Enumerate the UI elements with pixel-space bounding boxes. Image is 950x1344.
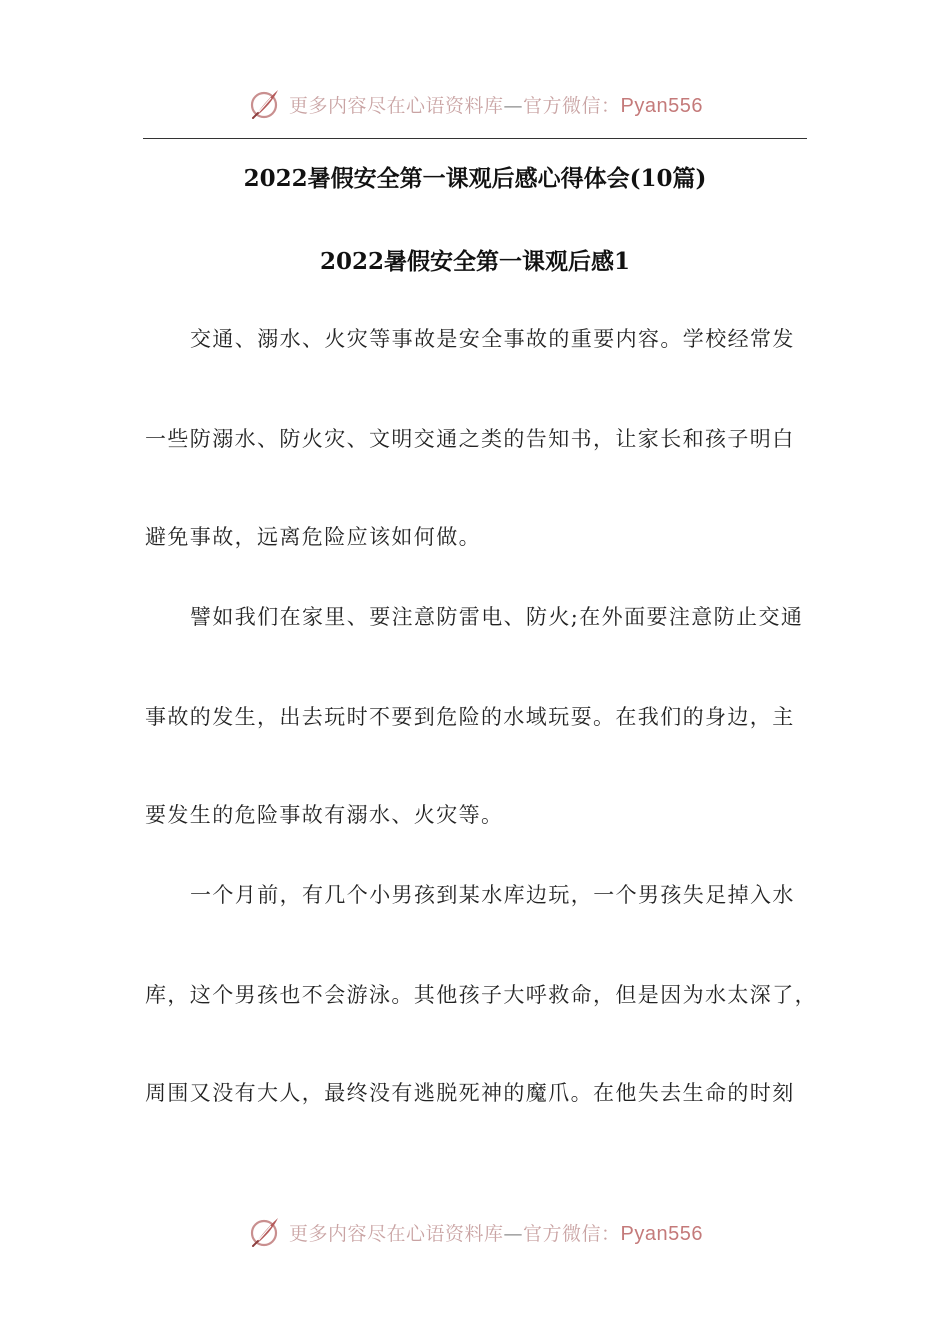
paragraph-line: 譬如我们在家里、要注意防雷电、防火;在外面要注意防止交通 <box>190 605 804 629</box>
header-banner-text <box>289 91 703 118</box>
paragraph-line: 交通、溺水、火灾等事故是安全事故的重要内容。学校经常发 <box>190 327 795 351</box>
header-divider <box>143 138 807 139</box>
footer-text-main: 更多内容尽在心语资料库 <box>289 1222 504 1245</box>
paragraph-line: 避免事故，远离危险应该如何做。 <box>145 525 481 549</box>
paragraph-line: 一些防溺水、防火灾、文明交通之类的告知书，让家长和孩子明白 <box>145 427 795 451</box>
quill-pen-logo-icon <box>247 1214 283 1250</box>
header-wechat-id: Pyan556 <box>620 94 703 117</box>
document-title: 2022暑假安全第一课观后感心得体会(10篇) <box>243 165 707 192</box>
footer-banner-text <box>289 1219 703 1246</box>
footer-wechat-id: Pyan556 <box>620 1222 703 1245</box>
section-title: 2022暑假安全第一课观后感1 <box>319 248 631 275</box>
footer-banner <box>0 1210 950 1254</box>
header-text-official: 官方微信： <box>523 94 621 117</box>
paragraph-line: 要发生的危险事故有溺水、火灾等。 <box>145 803 504 827</box>
paragraph-line: 库，这个男孩也不会游泳。其他孩子大呼救命，但是因为水太深了， <box>145 983 817 1007</box>
paragraph-line: 事故的发生，出去玩时不要到危险的水域玩耍。在我们的身边，主 <box>145 705 795 729</box>
header-banner <box>0 82 950 126</box>
paragraph-line: 周围又没有大人，最终没有逃脱死神的魔爪。在他失去生命的时刻 <box>145 1081 795 1105</box>
footer-text-separator: — <box>503 1222 524 1245</box>
quill-pen-logo-icon <box>247 86 283 122</box>
header-text-separator: — <box>503 94 524 117</box>
paragraph-line: 一个月前，有几个小男孩到某水库边玩，一个男孩失足掉入水 <box>190 883 795 907</box>
footer-text-official: 官方微信： <box>523 1222 621 1245</box>
header-text-main: 更多内容尽在心语资料库 <box>289 94 504 117</box>
